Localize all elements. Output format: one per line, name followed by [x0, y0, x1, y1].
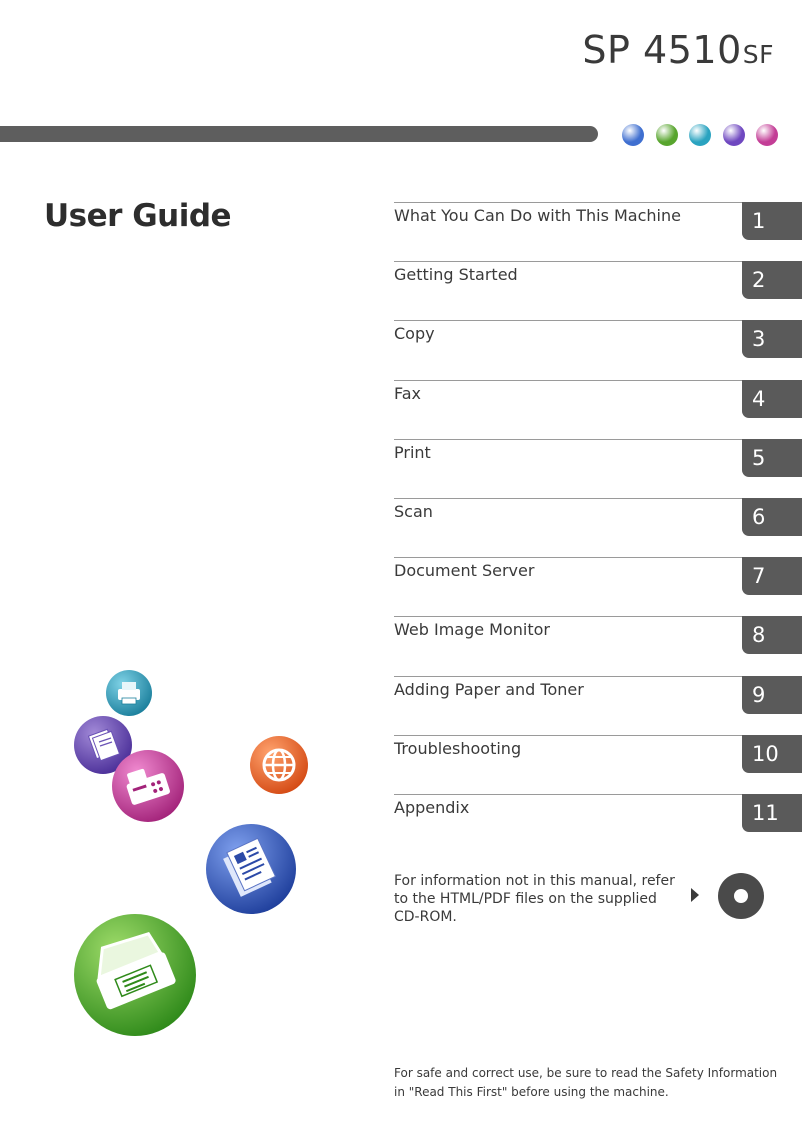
toc-divider — [394, 557, 744, 558]
chapter-tab: 8 — [742, 616, 802, 654]
chapter-tab: 7 — [742, 557, 802, 595]
chapter-tab: 5 — [742, 439, 802, 477]
chapter-tab: 10 — [742, 735, 802, 773]
toc-item-label: Appendix — [394, 798, 470, 817]
model-number — [582, 28, 774, 72]
color-dot — [656, 124, 678, 146]
arrow-right-icon — [691, 888, 699, 902]
toc-item[interactable] — [394, 794, 802, 834]
toc-item-label: Getting Started — [394, 265, 518, 284]
toc-divider — [394, 676, 744, 677]
fax-icon — [110, 748, 186, 824]
safety-notice: For safe and correct use, be sure to read the Safety Information in "Read This First" before using the machine. — [394, 1066, 778, 1099]
header-bar — [0, 126, 598, 142]
toc-item[interactable] — [394, 498, 802, 538]
toc-divider — [394, 794, 744, 795]
color-dot — [756, 124, 778, 146]
chapter-tab: 6 — [742, 498, 802, 536]
toc-item[interactable] — [394, 202, 802, 242]
chapter-tab: 1 — [742, 202, 802, 240]
model-number-main: SP 4510 — [582, 28, 742, 72]
toc-item-label: Adding Paper and Toner — [394, 680, 584, 699]
printer-icon — [104, 668, 154, 718]
toc-item[interactable] — [394, 320, 802, 360]
cd-rom-info: For information not in this manual, refer to the HTML/PDF files on the supplied CD-ROM. — [394, 873, 675, 925]
toc-item-label: Scan — [394, 502, 433, 521]
chapter-tab: 2 — [742, 261, 802, 299]
toc-item[interactable] — [394, 439, 802, 479]
toc-divider — [394, 261, 744, 262]
toc-item-label: Troubleshooting — [394, 739, 522, 758]
toc-divider — [394, 498, 744, 499]
toc-item[interactable] — [394, 557, 802, 597]
toc-divider — [394, 616, 744, 617]
document-server-icon — [204, 822, 298, 916]
toc-item[interactable] — [394, 735, 802, 775]
toc-divider — [394, 380, 744, 381]
globe-icon — [248, 734, 310, 796]
cd-rom-icon — [718, 873, 764, 919]
toc-item-label: Print — [394, 443, 431, 462]
scanner-icon — [72, 912, 198, 1038]
chapter-tab: 11 — [742, 794, 802, 832]
toc-item-label: Document Server — [394, 561, 535, 580]
toc-item-label: Fax — [394, 384, 422, 403]
model-number-suffix: SF — [742, 40, 774, 69]
toc-item-label: What You Can Do with This Machine — [394, 206, 681, 225]
toc-item[interactable] — [394, 261, 802, 301]
toc-divider — [394, 202, 744, 203]
page-title: User Guide — [44, 198, 232, 234]
toc-item-label: Web Image Monitor — [394, 620, 550, 639]
toc-item-label: Copy — [394, 324, 435, 343]
toc-divider — [394, 735, 744, 736]
toc-item[interactable] — [394, 380, 802, 420]
chapter-tab: 9 — [742, 676, 802, 714]
chapter-tab: 3 — [742, 320, 802, 358]
toc-divider — [394, 320, 744, 321]
color-dot — [622, 124, 644, 146]
chapter-tab: 4 — [742, 380, 802, 418]
color-dot — [723, 124, 745, 146]
color-dot — [689, 124, 711, 146]
toc-item[interactable] — [394, 676, 802, 716]
toc-divider — [394, 439, 744, 440]
toc-item[interactable] — [394, 616, 802, 656]
